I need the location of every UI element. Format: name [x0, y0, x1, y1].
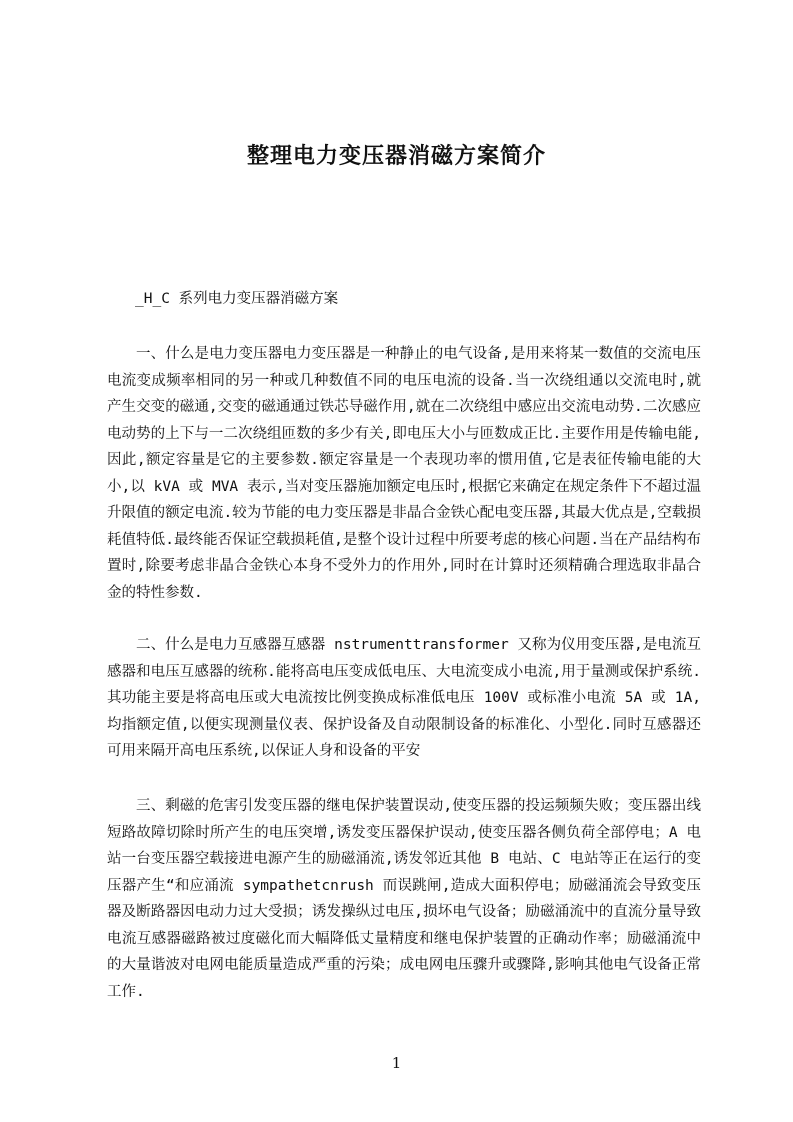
section-subtitle: _H_C 系列电力变压器消磁方案	[135, 291, 339, 307]
paragraph-transformer-definition: 一、什么是电力变压器电力变压器是一种静止的电气设备,是用来将某一数值的交流电压电流变成频率相同的另一种或几种数值不同的电压电流的设备.当一次绕组通以交流电时,就产生交变的磁通,交变的磁通通过铁芯导磁作用,就在二次绕组中感应出交流电动势.二次感应电动势的上下与一二次绕组匝数的多少有关,即电压大小与匝数成正比.主要作用是传输电能,因此,额定容量是它的主要参数.额定容量是一个表现功率的惯用值,它是表征传输电能的大小,以 kVA 或 MVA 表示,当对变压器施加额定电压时,根据它来确定在规定条件下不超过温升限值的额定电流.较为节能的电力变压器是非晶合金铁心配电变压器,其最大优点是,空载损耗值特低.最终能否保证空载损耗值,是整个设计过程中所要考虑的核心问题.当在产品结构布置时,除要考虑非晶合金铁心本身不受外力的作用外,同时在计算时还须精确合理选取非晶合金的特性参数.	[107, 346, 701, 601]
paragraph-remanence-hazards: 三、剩磁的危害引发变压器的继电保护装置误动,使变压器的投运频频失败；变压器出线短路故障切除时所产生的电压突增,诱发变压器保护误动,使变压器各侧负荷全部停电；A 电站一台变压器空载接进电源产生的励磁涌流,诱发邻近其他 B 电站、C 电站等正在运行的变压器产生“和应涌流 sympathetcnrush 而误跳闸,造成大面积停电；励磁涌流会导致变压器及断路器因电动力过大受损；诱发操纵过电压,损坏电气设备；励磁涌流中的直流分量导致电流互感器磁路被过度磁化而大幅降低丈量精度和继电保护装置的正确动作率；励磁涌流中的大量谐波对电网电能质量造成严重的污染；成电网电压骤升或骤降,影响其他电气设备正常工作.	[107, 798, 701, 1000]
page-number: 1	[391, 1054, 402, 1072]
document-title: 整理电力变压器消磁方案简介	[246, 144, 546, 169]
paragraph-instrument-transformer: 二、什么是电力互感器互感器 nstrumenttransformer 又称为仪用变压器,是电流互感器和电压互感器的统称.能将高电压变成低电压、大电流变成小电流,用于量测或保护系统.其功能主要是将高电压或大电流按比例变换成标准低电压 100V 或标准小电流 5A 或 1A,均指额定值,以便实现测量仪表、保护设备及自动限制设备的标准化、小型化.同时互感器还可用来隔开高电压系统,以保证人身和设备的平安	[107, 637, 701, 759]
